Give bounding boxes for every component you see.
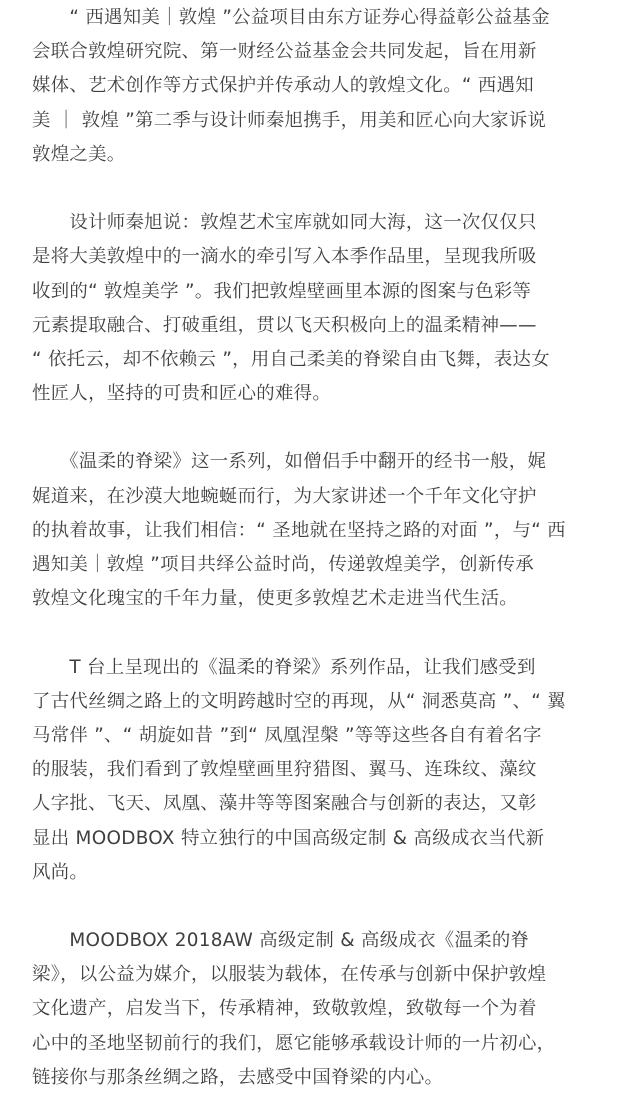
text-line: “ 西遇知美｜敦煌 ”公益项目由东方证券心得益彰公益基金 (32, 7, 550, 28)
text-line: 收到的“ 敦煌美学 ”。我们把敦煌壁画里本源的图案与色彩等 (32, 280, 532, 302)
text-line: 链接你与那条丝绸之路，去感受中国脊梁的内心。 (32, 1066, 444, 1088)
text-line: 《温柔的脊梁》这一系列，如僧侣手中翻开的经书一般，娓 (32, 451, 547, 473)
paragraph-spacer (32, 890, 612, 924)
paragraph-spacer (32, 616, 612, 650)
text-line: 会联合敦煌研究院、第一财经公益基金会共同发起，旨在用新 (32, 41, 537, 63)
text-line: 敦煌文化瑰宝的千年力量，使更多敦煌艺术走进当代生活。 (32, 588, 518, 610)
text-line: MOODBOX 2018AW 高级定制 & 高级成衣《温柔的脊 (32, 930, 530, 952)
text-line: 的执着故事，让我们相信：“ 圣地就在坚持之路的对面 ”，与“ 西 (32, 519, 566, 541)
text-line: 了古代丝绸之路上的文明跨越时空的再现，从“ 洞悉莫高 ”、“ 翼 (32, 690, 566, 712)
paragraph-collection-closing (32, 924, 612, 1095)
paragraph-spacer (32, 411, 612, 445)
text-line: 美 ｜ 敦煌 ”第二季与设计师秦旭携手，用美和匠心向大家诉说 (32, 109, 547, 131)
text-line: 性匠人，坚持的可贵和匠心的难得。 (32, 383, 332, 405)
text-line: 敦煌之美。 (32, 143, 126, 165)
text-line: 的服装，我们看到了敦煌壁画里狩猎图、翼马、连珠纹、藻纹 (32, 759, 537, 781)
text-line: 文化遗产，启发当下，传承精神，致敬敦煌，致敬每一个为着 (32, 998, 537, 1020)
text-line: 设计师秦旭说：敦煌艺术宝库就如同大海，这一次仅仅只 (32, 212, 537, 234)
text-line: 是将大美敦煌中的一滴水的牵引写入本季作品里，呈现我所吸 (32, 246, 537, 268)
text-line: T 台上呈现出的《温柔的脊梁》系列作品，让我们感受到 (32, 656, 536, 678)
article-body (32, 1, 612, 1095)
text-line: 风尚。 (32, 861, 89, 883)
text-line: 媒体、艺术创作等方式保护并传承动人的敦煌文化。“ 西遇知 (32, 75, 534, 97)
paragraph-runway-works (32, 651, 612, 890)
paragraph-spacer (32, 172, 612, 206)
text-line: “ 依托云，却不依赖云 ”，用自己柔美的脊梁自由飞舞，表达女 (32, 348, 550, 370)
text-line: 梁》，以公益为媒介，以服装为载体，在传承与创新中保护敦煌 (32, 964, 547, 986)
text-line: 遇知美｜敦煌 ”项目共绎公益时尚，传递敦煌美学，创新传承 (32, 554, 534, 575)
text-line: 显出 MOODBOX 特立独行的中国高级定制 & 高级成衣当代新 (32, 827, 545, 849)
text-line: 人字批、飞天、凤凰、藻井等等图案融合与创新的表达，又彰 (32, 793, 537, 815)
paragraph-project-intro (32, 1, 612, 172)
text-line: 马常伴 ”、“ 胡旋如昔 ”到“ 凤凰涅槃 ”等等这些各自有着名字 (32, 724, 542, 746)
paragraph-designer-quote (32, 206, 612, 411)
text-line: 元素提取融合、打破重组，贯以飞天积极向上的温柔精神—— (32, 314, 537, 336)
text-line: 心中的圣地坚韧前行的我们，愿它能够承载设计师的一片初心， (32, 1032, 556, 1054)
paragraph-series-story (32, 445, 612, 616)
text-line: 娓道来，在沙漠大地蜿蜒而行，为大家讲述一个千年文化守护 (32, 485, 537, 507)
